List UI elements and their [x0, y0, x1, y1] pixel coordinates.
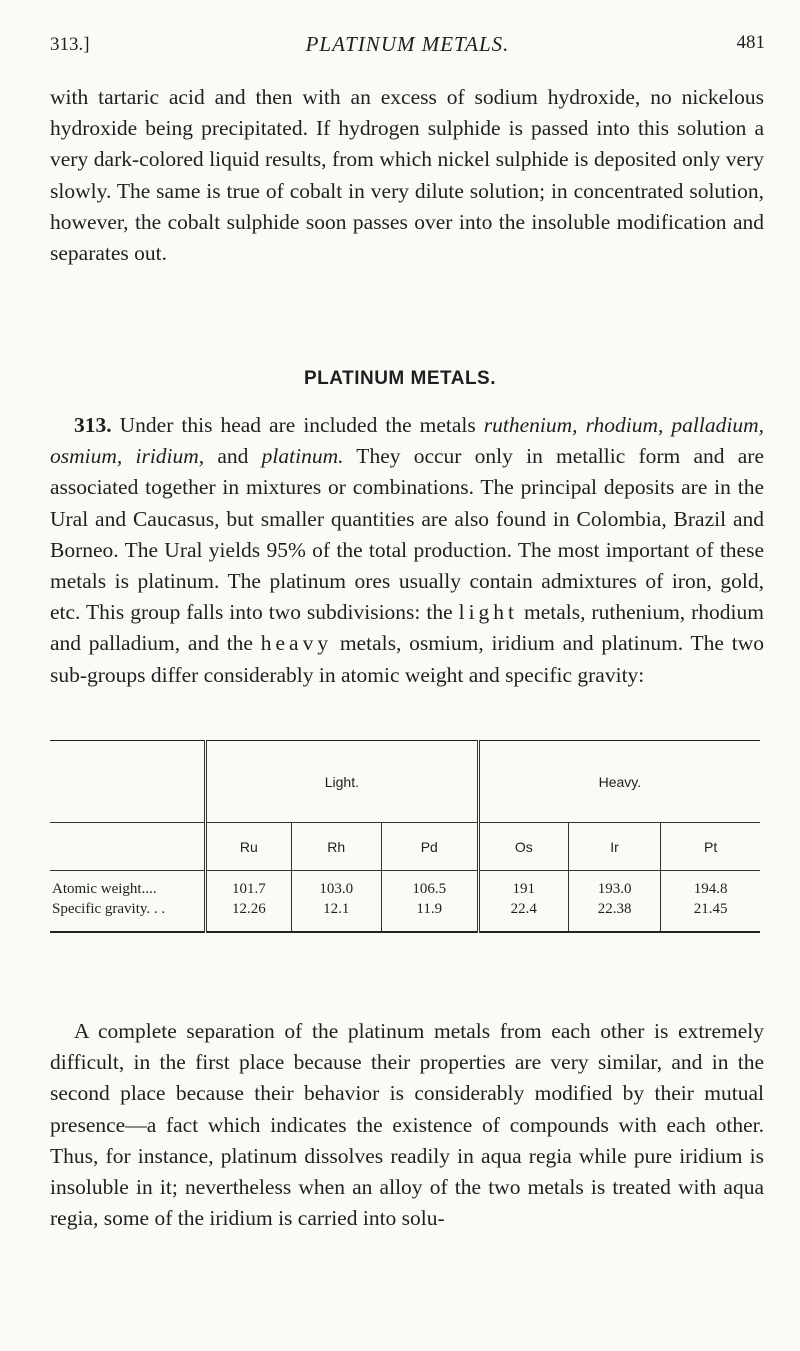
metals-list: ruthenium, rhodium, palladium, osmium, iridium,	[50, 413, 765, 469]
table-cell: 191	[478, 871, 568, 900]
column-header: Ru	[206, 823, 292, 871]
column-header: Os	[478, 823, 568, 871]
section-heading: PLATINUM METALS.	[304, 368, 496, 389]
table-cell: 194.8	[661, 871, 760, 900]
section-paragraph	[50, 410, 764, 691]
intro-paragraph: with tartaric acid and then with an excess of sodium hydroxide, no nickelous hydroxide being precipitated. If hydrogen sulphide is passed into this solution a very dark-colored liquid results, from which nickel sulphide is deposited only very slowly. The same is true of cobalt in very dilute solution; in concentrated solution, however, the cobalt sulphide soon passes over into the insoluble modification and separates out.	[50, 85, 764, 266]
closing-paragraph: A complete separation of the platinum metals from each other is extremely difficult, in the first place because their properties are very similar, and in the second place because their behavior is considerably modified by their mutual presence—a fact which indicates the existence of compounds with each other. Thus, for instance, platinum dissolves readily in aqua regia while pure iridium is insoluble in it; nevertheless when an alloy of the two metals is treated with aqua regia, some of the iridium is carried into solu-	[50, 1019, 764, 1231]
table-cell: 193.0	[568, 871, 660, 900]
column-header: Ir	[568, 823, 660, 871]
table-row	[50, 899, 760, 932]
table-cell: 103.0	[291, 871, 381, 900]
group-light-header: Light.	[206, 741, 479, 823]
table-cell: 21.45	[661, 899, 760, 932]
page-number: 481	[736, 32, 765, 53]
column-header: Pd	[381, 823, 478, 871]
table-cell: 12.1	[291, 899, 381, 932]
section-text-3: They occur only in metallic form and are associated together in mixtures or combinations. The principal deposits are in the Ural and Caucasus, but smaller quantities are also found in Colombia, Brazil and Borneo. The Ural yields 95% of the total production. The most important of these metals is platinum. The platinum ores usually contain admixtures of iron, gold, etc. This group falls into two subdivisions: the	[50, 444, 764, 625]
metals-table	[50, 740, 760, 933]
table-cell: 11.9	[381, 899, 478, 932]
table-row	[50, 871, 760, 900]
stub-subheader	[50, 823, 206, 871]
section-text-2: and	[204, 444, 262, 469]
light-term: light	[458, 600, 519, 625]
running-head	[50, 30, 765, 62]
group-heavy-header: Heavy.	[478, 741, 760, 823]
section-text-1: Under this head are included the metals	[111, 413, 484, 437]
table-cell: 101.7	[206, 871, 292, 900]
section-text-5: metals, osmium, iridium and platinum. The two sub-groups differ considerably in atomic weight and specific gravity:	[50, 631, 764, 687]
row-label: Specific gravity. . .	[52, 900, 166, 917]
table-cell: 12.26	[206, 899, 292, 932]
column-header: Pt	[661, 823, 760, 871]
table-cell: 106.5	[381, 871, 478, 900]
column-header: Rh	[291, 823, 381, 871]
table-cell: 22.38	[568, 899, 660, 932]
table-cell: 22.4	[478, 899, 568, 932]
heavy-term: heavy	[260, 631, 333, 656]
section-number: 313.	[74, 413, 112, 437]
section-reference: 313.]	[50, 34, 90, 55]
row-label: Atomic weight....	[52, 880, 157, 897]
section-text-4: metals, ruthenium, rhodium and palladium, and the	[50, 600, 764, 656]
stub-header	[50, 741, 206, 823]
platinum-term: platinum.	[261, 444, 344, 469]
running-title: PLATINUM METALS.	[305, 32, 510, 56]
